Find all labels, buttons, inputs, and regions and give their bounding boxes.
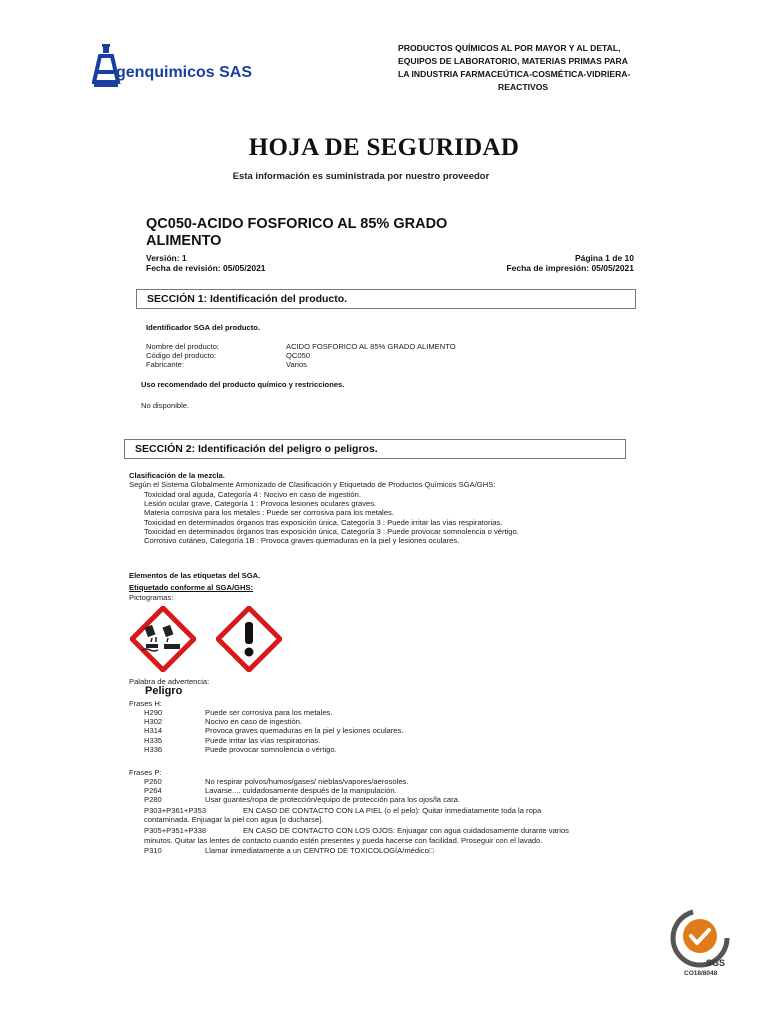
field-value: ACIDO FOSFORICO AL 85% GRADO ALIMENTO <box>286 342 456 351</box>
p305-continuation: minutos. Quitar las lentes de contacto cuando estén presentes y pueda hacerse con facilidad. Proseguir con el lavado. <box>144 836 543 845</box>
p310-text: Llamar inmediatamente a un CENTRO DE TOXICOLOGÍA/médico□ <box>205 846 434 855</box>
document-meta-left <box>146 253 266 273</box>
exclamation-pictogram-icon <box>216 606 282 672</box>
hazard-item: Lesión ocular grave, Categoría 1 : Provoca lesiones oculares graves. <box>144 499 377 509</box>
h-code: H314 <box>144 726 163 736</box>
p303-text: EN CASO DE CONTACTO CON LA PIEL (o el pelo): Quitar inmediatamente toda la ropa <box>243 806 542 815</box>
h-text: Puede irritar las vías respiratorias. <box>205 735 321 745</box>
version-label: Versión: 1 <box>146 253 187 263</box>
h-text: Puede provocar somnolencia o vértigo. <box>205 744 337 754</box>
ghs-pictograms <box>130 606 290 674</box>
p-phrases-label: Frases P: <box>129 768 162 777</box>
h-code: H302 <box>144 717 163 727</box>
p303-code: P303+P361+P353 <box>144 806 207 815</box>
h-code: H290 <box>144 708 163 717</box>
p-codes <box>144 777 204 805</box>
logo-text: genquimicos SAS <box>116 64 253 81</box>
product-field-values <box>286 342 586 370</box>
field-label: Código del producto: <box>146 351 217 361</box>
product-title-line: ALIMENTO <box>146 233 222 249</box>
hazard-list <box>144 490 519 545</box>
h-phrases-label: Frases H: <box>129 699 162 708</box>
field-value: QC050 <box>286 351 311 361</box>
hazard-item: Corrosivo cutáneo, Categoría 1B : Provoca graves quemaduras en la piel y lesiones oculares. <box>144 536 460 546</box>
section-1-header <box>136 289 636 309</box>
h-text: Puede ser corrosiva para los metales. <box>205 708 333 717</box>
field-label: Nombre del producto: <box>146 342 220 351</box>
corrosion-pictogram-icon <box>130 606 196 672</box>
p-text: Usar guantes/ropa de protección/equipo de protección para los ojos/la cara. <box>205 795 460 805</box>
signal-word-label: Palabra de advertencia: <box>129 677 210 686</box>
section-1-title: SECCIÓN 1: Identificación del producto. <box>147 293 348 305</box>
company-line: LA INDUSTRIA FARMACEÚTICA-COSMÉTICA-VIDRIERA- <box>398 69 631 79</box>
h-texts <box>205 708 403 754</box>
p-text: Lavarse.... cuidadosamente después de la manipulación. <box>205 786 397 796</box>
product-title-line: QC050-ACIDO FOSFORICO AL 85% GRADO <box>146 216 448 232</box>
product-field-labels <box>146 342 286 370</box>
p-text: No respirar polvos/humos/gases/ nieblas/vapores/aerosoles. <box>205 777 409 786</box>
sgs-stamp-label: SGS <box>706 958 726 968</box>
company-description <box>398 42 658 94</box>
sgs-certification-stamp <box>668 908 732 980</box>
recommended-use-value: No disponible. <box>141 401 190 410</box>
sgs-seal-icon <box>668 908 732 968</box>
h-codes <box>144 708 204 754</box>
p-code: P264 <box>144 786 162 796</box>
company-line: EQUIPOS DE LABORATORIO, MATERIAS PRIMAS PARA <box>398 56 628 66</box>
label-elements-heading: Elementos de las etiquetas del SGA. <box>129 571 261 580</box>
pictograms-label: Pictogramas: <box>129 593 174 602</box>
p305-code: P305+P351+P338 <box>144 826 207 835</box>
document-meta-right <box>470 253 634 273</box>
p303-continuation: contaminada. Enjuagar la piel con agua [o ducharse]. <box>144 815 324 824</box>
hazard-item: Toxicidad oral aguda, Categoría 4 : Nocivo en caso de ingestión. <box>144 490 361 499</box>
company-line: PRODUCTOS QUÍMICOS AL POR MAYOR Y AL DETAL, <box>398 43 621 53</box>
h-code: H336 <box>144 744 163 754</box>
classification-heading: Clasificación de la mezcla. <box>129 471 225 480</box>
document-title: HOJA DE SEGURIDAD <box>248 134 520 161</box>
section-2-header <box>124 439 626 459</box>
page-number: Página 1 de 10 <box>574 253 634 263</box>
h-text: Nocivo en caso de ingestión. <box>205 717 303 727</box>
labeling-heading: Etiquetado conforme al SGA/GHS: <box>129 583 254 592</box>
h-text: Provoca graves quemaduras en la piel y lesiones oculares. <box>205 726 404 736</box>
revision-date: Fecha de revisión: 05/05/2021 <box>146 263 266 273</box>
field-label: Fabricante: <box>146 360 184 370</box>
field-value: Varios <box>286 360 307 370</box>
document-subtitle: Esta información es suministrada por nuestro proveedor <box>232 171 490 182</box>
company-line: REACTIVOS <box>498 82 549 92</box>
hazard-item: Materia corrosiva para los metales : Puede ser corrosiva para los metales. <box>144 508 394 518</box>
signal-word: Peligro <box>145 685 183 697</box>
classification-intro: Según el Sistema Globalmente Armonizado de Clasificación y Etiquetado de Productos Químicos SGA/GHS: <box>129 480 496 489</box>
hazard-item: Toxicidad en determinados órganos tras exposición única, Categoría 3 : Puede irritar las vías respiratorias. <box>144 517 503 527</box>
p305-text: EN CASO DE CONTACTO CON LOS OJOS: Enjuagar con agua cuidadosamente durante varios <box>243 826 569 835</box>
p310-code: P310 <box>144 846 162 855</box>
print-date: Fecha de impresión: 05/05/2021 <box>506 263 634 273</box>
sga-identifier-heading: Identificador SGA del producto. <box>146 323 261 332</box>
recommended-use-heading: Uso recomendado del producto químico y restricciones. <box>141 380 345 389</box>
h-code: H335 <box>144 735 163 745</box>
company-logo <box>92 42 262 90</box>
product-title <box>146 216 447 250</box>
p-texts <box>205 777 460 805</box>
certification-code: CO18/8048 <box>684 970 718 977</box>
p-code: P260 <box>144 777 162 786</box>
p-code: P280 <box>144 795 162 805</box>
section-2-title: SECCIÓN 2: Identificación del peligro o peligros. <box>135 443 378 455</box>
hazard-item: Toxicidad en determinados órganos tras exposición única, Categoría 3 : Puede provocar somnolencia o vértigo. <box>144 526 519 536</box>
